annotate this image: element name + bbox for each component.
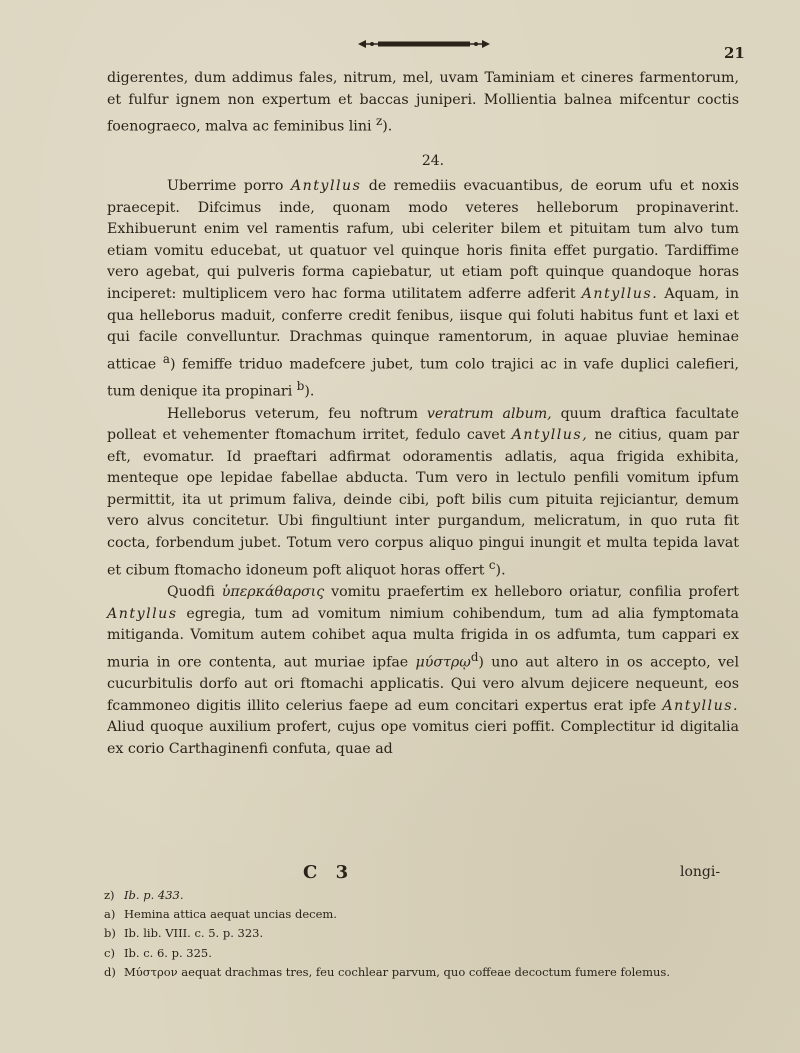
- greek-term: μύστρῳ: [415, 654, 471, 671]
- text-run: Quodfi: [167, 584, 222, 600]
- text-run: Aliud quoque auxilium profert, cujus ope vomitus cieri poffit. Complectitur id digitalia ex corio Carthaginenfi confuta, quae ad: [107, 719, 739, 757]
- text-run: Aquam, in qua helleborus maduit, conferre credit fenibus, iisque qui foluti habitus funt et laxi et qui facile convelluntur. Drachmas quinque ramentorum, in aquae pluviae heminae atticae: [107, 286, 739, 373]
- footnote: [104, 886, 744, 905]
- italic-term: veratrum album,: [426, 405, 552, 422]
- text-run: vomitu praefertim ex helleboro oriatur, confilia profert: [324, 584, 739, 600]
- paragraph-1: [107, 68, 739, 139]
- footnotes: [104, 886, 744, 982]
- text-run: Helleborus veterum, feu noftrum: [167, 405, 427, 422]
- text-run: ) uno aut altero in os accepto, vel cucurbitulis dorfo aut ori ftomachi applicatis. Qui vero alvum dejicere nequeunt, eos fcammoneo digitis illito celerius faepe ad eum concitari expertus erat ipfe: [107, 654, 739, 714]
- text-run: ) femiffe triduo madefcere jubet, tum colo trajici ac in vafe duplici calefieri, tum denique ita propinari: [107, 356, 739, 400]
- author-name: Antyllus: [290, 178, 362, 195]
- paragraph-3: [107, 404, 739, 582]
- greek-term: ὑπερκάθαρσις: [221, 584, 325, 600]
- footnote: [104, 924, 744, 943]
- paragraph-4: [107, 582, 739, 760]
- footnote-ref: b: [296, 379, 305, 394]
- text-run: ).: [382, 118, 393, 135]
- author-name: Antyllus: [107, 605, 178, 622]
- footnote: [104, 944, 744, 963]
- text-run: de remediis evacuantibus, de eorum ufu et noxis praecepit. Difcimus inde, quonam modo veteres helleborum propinaverint. Exhibuerunt enim vel ramentis rafum, ubi celeriter bilem et pituitam tum alvo tum etiam vomitu educebat, ut quatuor vel quinque horis finita effet purgatio. Tardiffime vero agebat, qui pulveris forma capiebatur, ut etiam poft quinque quandoque horas inciperet: multiplicem vero hac forma utilitatem adferre adferit: [107, 178, 739, 303]
- footnote-ref: z: [376, 114, 383, 129]
- text-run: quum draftica facultate polleat et vehementer ftomachum irritet, fedulo cavet: [107, 405, 739, 444]
- footnote-marker: z): [104, 888, 115, 902]
- footnote-text: Μύστρον aequat drachmas tres, feu cochlear parvum, quo coffeae decoctum fumere folemus.: [124, 964, 670, 979]
- ornament-rule-icon: [356, 38, 492, 50]
- page-number: 21: [724, 44, 745, 62]
- footnote-marker: b): [104, 926, 116, 941]
- footnote-marker: a): [104, 907, 116, 922]
- signature-mark: C 3: [303, 862, 355, 883]
- text-run: ne citius, quam par eft, evomatur. Id praeftari adfirmat odoramentis adlatis, aqua frigida exhibita, menteque ope lepidae fabellae abducta. Tum vero in lectulo penfili vomitum ipfum permittit, ita ut primum faliva, deinde cibi, poft bilis cum pituita rejiciantur, demum vero alvus concitetur. Ubi fingultiunt inter purgandum, melicratum, in quo ruta fit cocta, forbendum jubet. Totum vero corpus aliquo pingui inungit et multa tepida lavat et cibum ftomacho idoneum poft aliquot horas offert: [107, 427, 739, 579]
- author-name: Antyllus,: [511, 427, 589, 444]
- catchword: longi-: [680, 864, 721, 880]
- footnote-marker: c): [104, 945, 115, 960]
- paragraph-2: [107, 176, 739, 403]
- author-name: Antyllus.: [662, 697, 739, 714]
- footnote-text: Ib. lib. VIII. c. 5. p. 323.: [124, 926, 264, 941]
- text-run: ).: [495, 562, 506, 579]
- footnote-marker: d): [104, 964, 116, 979]
- text-run: egregia, tum ad vomitum nimium cohibendum, tum ad alia fymptomata mitiganda. Vomitum autem cohibet aqua multa frigida in os adfumta, tum cappari ex muria in ore contenta, aut muriae ipfae: [107, 605, 739, 671]
- body-text: [107, 68, 739, 760]
- footnote-text: Ib. p. 433.: [124, 888, 184, 902]
- footnote: [104, 905, 744, 924]
- footnote-ref: c: [488, 557, 496, 572]
- footnote: [104, 963, 744, 982]
- section-number: 24.: [421, 152, 445, 169]
- footnote-ref: a: [162, 351, 170, 366]
- text-run: digerentes, dum addimus fales, nitrum, mel, uvam Taminiam et cineres farmentorum, et fulfur ignem non expertum et baccas juniperi. Mollientia balnea mifcentur coctis foenograeco, malva ac feminibus lini: [107, 70, 739, 135]
- text-run: Uberrime porro: [167, 178, 291, 195]
- footnote-text: Ib. c. 6. p. 325.: [124, 945, 212, 960]
- author-name: Antyllus.: [581, 286, 659, 303]
- footnote-ref: d: [470, 649, 479, 664]
- text-run: ).: [304, 383, 315, 400]
- footnote-text: Hemina attica aequat uncias decem.: [124, 907, 337, 922]
